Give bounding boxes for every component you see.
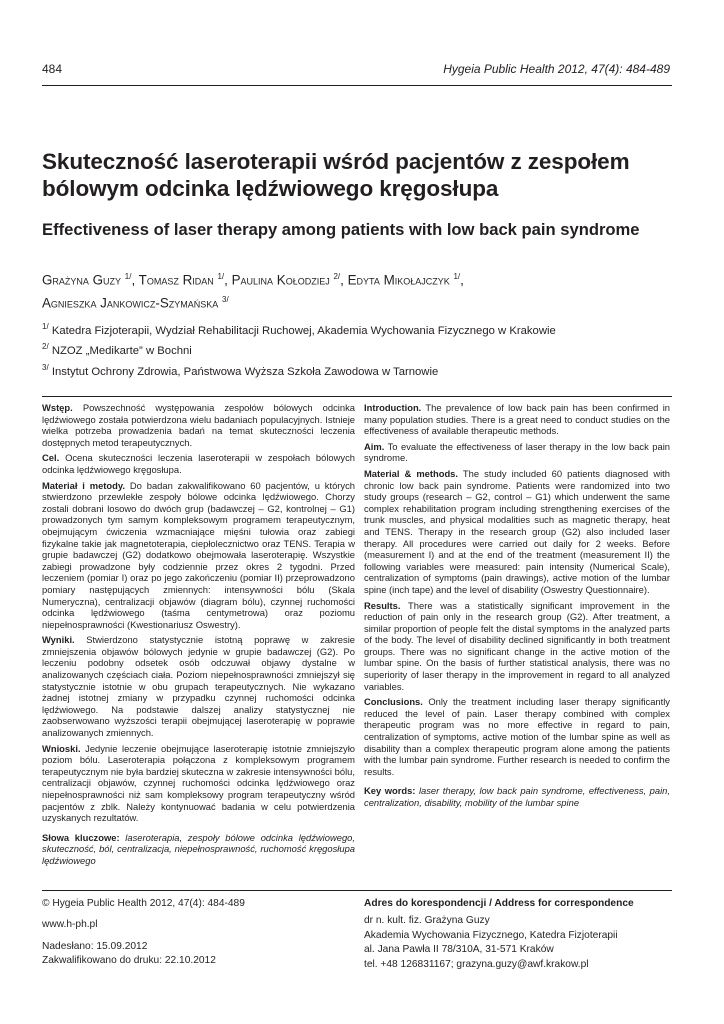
section-text: Jedynie leczenie obejmujące laseroterapię istotnie zmniejszyło poziom bólu. Laseroterapia połączona z kompleksowym programem terapeutycznym nie była bardziej skuteczna w zakresie intensywności bólu, centralizacji objawów, czynnej ruchomości odcinka lędźwiowego oraz niepełnosprawności niż sam kompleksowy program terapeutyczny wśród pacjentów z zblk. Należy kontynuować badania w celu potwierdzenia uzyskanych rezultatów. [42,742,355,824]
section-text: The study included 60 patients diagnosed with chronic low back pain syndrome. Patients were randomized into two study groups (research – G2, control – G1) which underwent the same complex rehabilitation program including strengthening exercises of the trunk muscles, and physical modalities such as magnetic therapy, heat and TENS. Therapy in the research group (G2) also included laser therapy. All procedures were carried out daily for 2 weeks. Before (measurement I) and at the end of the treatment (measurement II) the following variables were measured: pain intensity (Numerical Scale), centralization of symptoms (pain drawings), active motion of the lumbar spine (inch tape) and the level of disability (Oswestry Questionnaire). [364,467,670,595]
journal-url[interactable]: www.h-ph.pl [42,919,98,931]
abstract-section [364,600,670,693]
section-text: Do badan zakwalifikowano 60 pacjentów, u których stwierdzono przewlekłe zespoły bólowe odcinka lędźwiowego. Chorzy zostali dobrani losowo do dwóch grup (badawczej – G2, kontrolnej – G1) prowadzonych tym samym kompleksowym programem terapeutycznym, obejmującym ćwiczenia wzmacniające mięśni tułowia oraz zabiegi fizykalne takie jak magnetoterapia, ciepłolecznictwo oraz TENS. Terapia w grupie badawczej (G2) dodatkowo obejmowała laseroterapię. Wszystkie zabiegi prowadzone były codziennie przez okres 2 tygodni. Przed leczeniem (pomiar I) oraz po jego zakończeniu (pomiar II) przeprowadzono pomiary następujących zmiennych: intensywności bólu (Skala Numeryczna), centralizacji objawów (diagram bólu), czynnej ruchomości odcinka lędźwiowego (taśma centymetrowa) oraz poziomu niepełnosprawności (Kwestionariusz Oswestry). [42,479,356,630]
author-affil-mark: 1/ [124,272,132,281]
correspondence-line: Akademia Wychowania Fizycznego, Katedra Fizjoterapii [364,929,618,941]
section-text: Powszechność występowania zespołów bólowych odcinka lędźwiowego została potwierdzona wielu badaniach populacyjnych. Istnieje wielka potrzeba prowadzenia badań na temat skuteczności leczenia dostępnych metod terapeutycznych. [42,402,355,448]
author-name: Paulina Kołodziej [231,272,330,288]
section-label: Introduction. [364,402,422,413]
author-affil-mark: 1/ [453,272,461,281]
title-english: Effectiveness of laser therapy among patients with low back pain syndrome [42,220,640,239]
author-affil-mark: 1/ [217,272,225,281]
correspondence-line: al. Jana Pawła II 78/310A, 31-571 Kraków [364,944,554,956]
section-label: Results. [364,599,401,611]
section-label: Cel. [42,452,60,464]
page-number: 484 [42,62,63,76]
author-list [42,267,682,314]
journal-citation: Hygeia Public Health 2012, 47(4): 484-489 [443,62,670,76]
keywords-polish [42,832,355,867]
affiliation-mark: 3/ [42,362,49,372]
affiliation-text: Instytut Ochrony Zdrowia, Państwowa Wyższa Szkoła Zawodowa w Tarnowie [51,365,439,378]
section-text: The prevalence of low back pain has been confirmed in many population studies. There is a great need to conduct studies on the effectiveness of available therapeutic methods. [364,402,670,437]
copyright: © Hygeia Public Health 2012, 47(4): 484-489 [42,898,245,909]
section-text: Ocena skuteczności leczenia laseroterapii w zespołach bólowych odcinka lędźwiowego kręgosłupa. [42,452,356,475]
abstract-english [364,402,670,813]
author-separator: , [460,272,464,288]
footer-correspondence [364,897,674,972]
affiliation-mark: 1/ [42,322,49,331]
keywords-text: laseroterapia, zespoły bólowe odcinka lędźwiowego, skuteczność, ból, centralizacja, niepełnosprawność, ruchomość kręgosłupa lędźwiowego [42,831,355,866]
section-label: Materiał i metody. [42,479,126,491]
abstract-section [42,634,355,738]
author-affil-mark: 2/ [333,272,341,281]
footer-publication-info [42,897,342,969]
author-separator: , [224,272,232,288]
abstract-bottom-rule [42,890,672,891]
section-text: Stwierdzono statystycznie istotną poprawę w zakresie zmniejszenia objawów bólowych jedynie w grupie badawczej (G2). Po leczeniu podobny odsetek osób odczuwał objawy dystalne w analizowanych częściach ciała. Poziom niepełnosprawności zmniejszył się statystycznie istotnie w obu grupach terapeutycznych. Nie wykazano żadnej istotnej zmiany w przypadku czynnej ruchomości odcinka lędźwiowego. Na podstawie dalszej analizy statystycznej nie zaobserwowano wyższości terapii obejmującej laseroterapię w poprawie analizowanych zmiennych. [42,634,355,739]
author-line [42,267,682,290]
section-label: Wstęp. [42,402,73,413]
title-polish-line: Skuteczność laseroterapii wśród pacjentów z zespołem [42,149,630,174]
abstract-polish [42,402,355,871]
abstract-section [42,743,355,824]
section-text: There was a statistically significant improvement in the reduction of pain only in the research group (G2). After treatment, a similar proportion of people felt the distal symptoms in the analyzed parts of the body. The level of disability declined significantly in both treatment groups. There was no significant change in the active motion of the lumbar spine. On the basis of further statistical analysis, there was no superiority of laser therapy in the improvement in regard to all analyzed variables. [364,599,671,692]
section-label: Conclusions. [364,696,423,708]
section-label: Material & methods. [364,467,459,479]
affiliation-text: NZOZ „Medikarte” w Bochni [51,345,192,358]
affiliation-text: Katedra Fizjoterapii, Wydział Rehabilitacji Ruchowej, Akademia Wychowania Fizycznego w Krakowie [51,324,556,337]
submitted-date: Nadesłano: 15.09.2012 [42,940,148,952]
author-name: Tomasz Ridan [138,272,214,288]
title-polish [42,148,682,202]
abstract-section [42,402,355,448]
affiliation [42,319,682,339]
author-name: Agnieszka Jankowicz-Szymańska [42,295,219,311]
correspondence-line: dr n. kult. fiz. Grażyna Guzy [364,915,490,927]
abstract-top-rule [42,396,672,397]
abstract-section [364,696,670,777]
accepted-date: Zakwalifikowano do druku: 22.10.2012 [42,955,216,967]
correspondence-line[interactable]: tel. +48 126831167; grazyna.guzy@awf.krakow.pl [364,958,589,970]
author-separator: , [340,272,348,288]
abstract-section [364,441,670,464]
title-polish-line: bólowym odcinka lędźwiowego kręgosłupa [42,176,499,201]
keywords-text: laser therapy, low back pain syndrome, effectiveness, pain, centralization, disability, mobility of the lumbar spine [364,785,670,808]
section-label: Wyniki. [42,634,75,646]
affiliation-mark: 2/ [42,342,49,352]
section-label: Aim. [364,440,385,452]
header-rule [42,85,672,86]
author-affil-mark: 3/ [222,295,229,305]
author-line [42,290,682,313]
affiliation [42,360,682,380]
abstract-section [42,480,355,631]
abstract-section [42,452,355,475]
author-name: Edyta Mikołajczyk [347,272,450,288]
section-text: Only the treatment including laser therapy significantly reduced the level of pain. Laser therapy combined with complex therapeutic program was no more effective in regard to pain, centralization of symptoms, active motion of the lumbar spine as well as disability than a complex therapeutic program alone among the patients with the lumbar pain syndrome. Further research is needed to confirm the results. [364,696,670,777]
keywords-english [364,785,670,808]
correspondence-heading: Adres do korespondencji / Address for correspondence [364,898,634,909]
affiliations [42,319,682,380]
section-label: Wnioski. [42,742,81,754]
author-name: Grażyna Guzy [42,272,122,288]
abstract-section [364,468,670,596]
affiliation [42,339,682,359]
author-separator: , [131,272,139,288]
keywords-label: Słowa kluczowe: [42,831,120,843]
section-text: To evaluate the effectiveness of laser therapy in the low back pain syndrome. [364,440,670,464]
abstract-section [364,402,670,437]
keywords-label: Key words: [364,785,416,797]
